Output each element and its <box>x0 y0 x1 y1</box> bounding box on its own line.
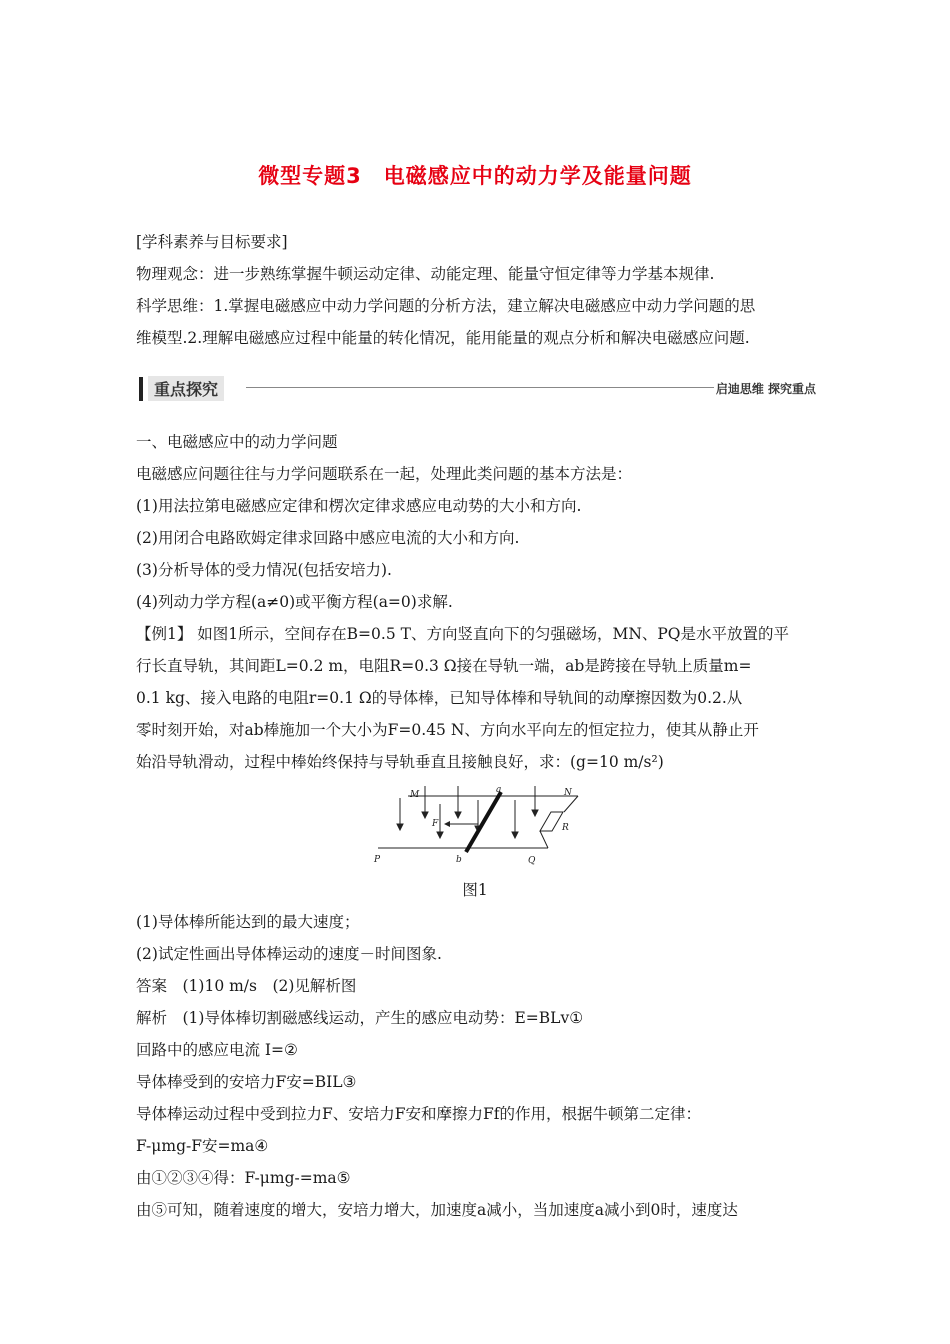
analysis-line-1: 解析 (1)导体棒切割磁感线运动，产生的感应电动势：E=BLv① <box>136 1009 584 1027</box>
part1-heading: 一、电磁感应中的动力学问题 <box>136 433 338 451</box>
question-1: (1)导体棒所能达到的最大速度； <box>136 913 360 931</box>
example-line-2: 行长直导轨，其间距L=0.2 m，电阻R=0.3 Ω接在导轨一端，ab是跨接在导轨上质量m= <box>136 657 752 675</box>
conductor-rod <box>466 792 501 852</box>
step-1: (1)用法拉第电磁感应定律和楞次定律求感应电动势的大小和方向. <box>136 497 582 515</box>
answer-line: 答案 (1)10 m/s (2)见解析图 <box>136 977 357 995</box>
analysis-line-6: 由①②③④得：F-μmg-=ma⑤ <box>136 1169 351 1187</box>
step-4: (4)列动力学方程(a≠0)或平衡方程(a=0)求解. <box>136 593 453 611</box>
label-p: P <box>374 855 381 865</box>
analysis-line-2: 回路中的感应电流 I=② <box>136 1041 298 1059</box>
science-thinking-line-1: 科学思维：1.掌握电磁感应中动力学问题的分析方法，建立解决电磁感应中动力学问题的思 <box>136 297 756 315</box>
example-line-5: 始沿导轨滑动，过程中棒始终保持与导轨垂直且接触良好，求：(g=10 m/s²) <box>136 753 664 771</box>
question-2: (2)试定性画出导体棒运动的速度－时间图象. <box>136 945 442 963</box>
section-marker <box>139 377 143 401</box>
step-3: (3)分析导体的受力情况(包括安培力). <box>136 561 392 579</box>
physics-concept: 物理观念：进一步熟练掌握牛顿运动定律、动能定理、能量守恒定律等力学基本规律. <box>136 265 715 283</box>
label-f: F <box>432 819 439 829</box>
example-line-3: 0.1 kg、接入电路的电阻r=0.1 Ω的导体棒，已知导体棒和导轨间的动摩擦因数为0.2.从 <box>136 689 743 707</box>
science-thinking-line-2: 维模型.2.理解电磁感应过程中能量的转化情况，能用能量的观点分析和解决电磁感应问题. <box>136 329 750 347</box>
section-header <box>136 375 816 401</box>
example-line-4: 零时刻开始，对ab棒施加一个大小为F=0.45 N、方向水平向左的恒定拉力，使其从静止开 <box>136 721 759 739</box>
label-n: N <box>564 788 572 798</box>
label-q: Q <box>528 856 536 866</box>
resistor-r <box>540 812 563 831</box>
label-m: M <box>410 790 420 800</box>
analysis-line-4: 导体棒运动过程中受到拉力F、安培力F安和摩擦力Ff的作用，根据牛顿第二定律： <box>136 1105 702 1123</box>
label-a: a <box>496 786 502 795</box>
step-2: (2)用闭合电路欧姆定律求回路中感应电流的大小和方向. <box>136 529 520 547</box>
section-right-text: 启迪思维 探究重点 <box>715 382 816 396</box>
example-line-1: 【例1】 如图1所示，空间存在B=0.5 T、方向竖直向下的匀强磁场，MN、PQ是水平放置的平 <box>136 625 790 643</box>
analysis-line-7: 由⑤可知，随着速度的增大，安培力增大，加速度a减小，当加速度a减小到0时，速度达 <box>136 1201 738 1219</box>
rail-figure <box>368 786 588 866</box>
section-rule <box>246 387 714 388</box>
label-b: b <box>456 855 462 865</box>
page-title: 微型专题3 电磁感应中的动力学及能量问题 <box>258 164 692 188</box>
section-label: 重点探究 <box>148 376 224 401</box>
force-arrow <box>444 821 478 827</box>
part1-intro: 电磁感应问题往往与力学问题联系在一起，处理此类问题的基本方法是： <box>136 465 633 483</box>
label-r: R <box>562 823 569 833</box>
figure-caption: 图1 <box>462 881 488 899</box>
analysis-line-5: F-μmg-F安=ma④ <box>136 1137 269 1155</box>
objectives-heading: [学科素养与目标要求] <box>136 233 288 251</box>
analysis-line-3: 导体棒受到的安培力F安=BIL③ <box>136 1073 357 1091</box>
